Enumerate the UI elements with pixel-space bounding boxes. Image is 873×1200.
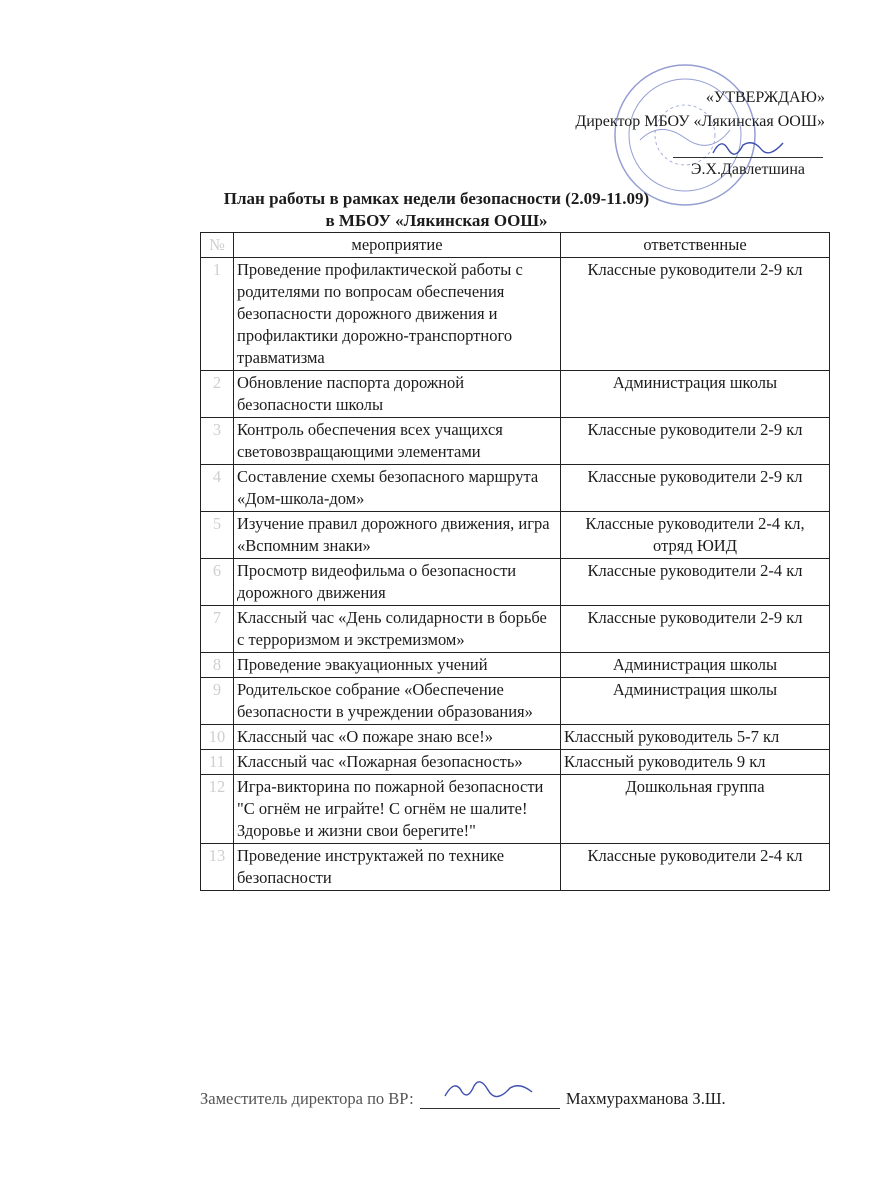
table-row xyxy=(201,653,830,678)
director-signature-scribble xyxy=(673,135,823,157)
approval-block xyxy=(575,86,825,182)
row-event: Контроль обеспечения всех учащихся световозвращающими элементами xyxy=(234,418,561,465)
row-num: 6 xyxy=(201,559,234,606)
row-responsible: Классный руководитель 5-7 кл xyxy=(561,725,830,750)
row-responsible: Классные руководители 2-9 кл xyxy=(561,418,830,465)
approval-signer: Э.Х.Давлетшина xyxy=(690,161,805,178)
row-event: Проведение профилактической работы с родителями по вопросам обеспечения безопасности дорожного движения и профилактики дорожно-транспортного травматизма xyxy=(234,258,561,371)
header-responsible: ответственные xyxy=(561,233,830,258)
table-row xyxy=(201,465,830,512)
row-event: Составление схемы безопасного маршрута «Дом-школа-дом» xyxy=(234,465,561,512)
table-row xyxy=(201,418,830,465)
row-num: 11 xyxy=(201,750,234,775)
row-responsible: Администрация школы xyxy=(561,653,830,678)
row-num: 2 xyxy=(201,371,234,418)
row-num: 9 xyxy=(201,678,234,725)
row-responsible: Классные руководители 2-9 кл xyxy=(561,606,830,653)
table-row xyxy=(201,512,830,559)
row-num: 5 xyxy=(201,512,234,559)
row-event: Классный час «День солидарности в борьбе с терроризмом и экстремизмом» xyxy=(234,606,561,653)
row-responsible: Администрация школы xyxy=(561,678,830,725)
row-num: 10 xyxy=(201,725,234,750)
deputy-signature xyxy=(420,1088,560,1109)
table-row xyxy=(201,606,830,653)
approval-heading: «УТВЕРЖДАЮ» xyxy=(705,89,825,106)
row-responsible: Классный руководитель 9 кл xyxy=(561,750,830,775)
row-responsible: Дошкольная группа xyxy=(561,775,830,844)
plan-table xyxy=(200,232,830,891)
row-num: 4 xyxy=(201,465,234,512)
table-row xyxy=(201,559,830,606)
footer-signature xyxy=(200,1088,726,1109)
table-row xyxy=(201,371,830,418)
row-responsible: Классные руководители 2-9 кл xyxy=(561,258,830,371)
row-responsible: Классные руководители 2-9 кл xyxy=(561,465,830,512)
table-row xyxy=(201,258,830,371)
document-title-line2: в МБОУ «Лякинская ООШ» xyxy=(325,211,548,230)
table-row xyxy=(201,775,830,844)
director-signature xyxy=(673,135,823,158)
deputy-signature-scribble xyxy=(440,1074,540,1104)
header-event: мероприятие xyxy=(234,233,561,258)
table-row xyxy=(201,678,830,725)
row-event: Классный час «О пожаре знаю все!» xyxy=(234,725,561,750)
header-num: № xyxy=(201,233,234,258)
row-num: 12 xyxy=(201,775,234,844)
table-row xyxy=(201,844,830,891)
row-event: Игра-викторина по пожарной безопасности "С огнём не играйте! С огнём не шалите! Здоровье и жизни свои берегите!" xyxy=(234,775,561,844)
table-row xyxy=(201,725,830,750)
row-responsible: Администрация школы xyxy=(561,371,830,418)
document-title-line1: План работы в рамках недели безопасности (2.09-11.09) xyxy=(223,189,650,208)
row-event: Обновление паспорта дорожной безопасности школы xyxy=(234,371,561,418)
row-num: 7 xyxy=(201,606,234,653)
footer-name: Махмурахманова З.Ш. xyxy=(565,1089,726,1108)
row-event: Проведение инструктажей по технике безопасности xyxy=(234,844,561,891)
row-num: 13 xyxy=(201,844,234,891)
row-num: 3 xyxy=(201,418,234,465)
row-num: 8 xyxy=(201,653,234,678)
row-event: Просмотр видеофильма о безопасности дорожного движения xyxy=(234,559,561,606)
row-num: 1 xyxy=(201,258,234,371)
approval-position: Директор МБОУ «Лякинская ООШ» xyxy=(575,113,825,130)
row-event: Изучение правил дорожного движения, игра «Вспомним знаки» xyxy=(234,512,561,559)
approval-signature-line xyxy=(575,134,825,158)
footer-label: Заместитель директора по ВР: xyxy=(200,1089,414,1108)
table-row xyxy=(201,750,830,775)
row-responsible: Классные руководители 2-4 кл, отряд ЮИД xyxy=(561,512,830,559)
row-event: Классный час «Пожарная безопасность» xyxy=(234,750,561,775)
row-responsible: Классные руководители 2-4 кл xyxy=(561,844,830,891)
row-event: Проведение эвакуационных учений xyxy=(234,653,561,678)
table-header-row xyxy=(201,233,830,258)
row-event: Родительское собрание «Обеспечение безопасности в учреждении образования» xyxy=(234,678,561,725)
row-responsible: Классные руководители 2-4 кл xyxy=(561,559,830,606)
